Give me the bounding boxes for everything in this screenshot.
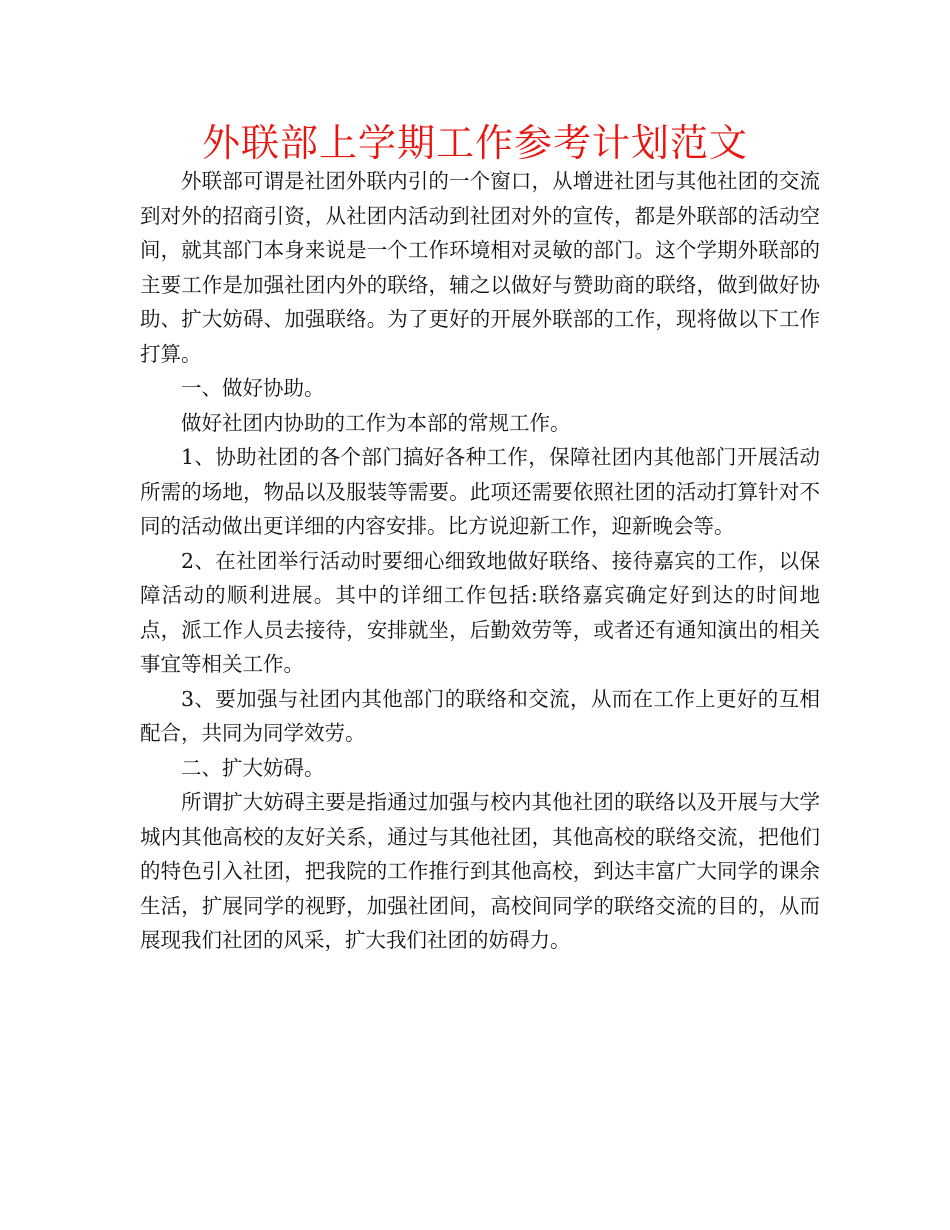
section-heading-1: 一、做好协助。 xyxy=(181,376,325,400)
paragraph-section-2: 所谓扩大妨碍主要是指通过加强与校内其他社团的联络以及开展与大学城内其他高校的友好关系，通过与其他社团，其他高校的联络交流，把他们的特色引入社团，把我院的工作推行到其他高校，到达丰富广大同学的课余生活，扩展同学的视野，加强社团间，高校间同学的联络交流的目的，从而展现我们社团的风采，扩大我们社团的妨碍力。 xyxy=(140,790,820,952)
document-body xyxy=(140,164,820,958)
paragraph-intro: 外联部可谓是社团外联内引的一个窗口，从增进社团与其他社团的交流到对外的招商引资，从社团内活动到社团对外的宣传，都是外联部的活动空间，就其部门本身来说是一个工作环境相对灵敏的部门。这个学期外联部的主要工作是加强社团内外的联络，辅之以做好与赞助商的联络，做到做好协助、扩大妨碍、加强联络。为了更好的开展外联部的工作，现将做以下工作打算。 xyxy=(140,169,820,366)
paragraph-item-3: 3、要加强与社团内其他部门的联络和交流，从而在工作上更好的互相配合，共同为同学效劳。 xyxy=(140,686,820,745)
paragraph-item-2: 2、在社团举行活动时要细心细致地做好联络、接待嘉宾的工作，以保障活动的顺利进展。其中的详细工作包括:联络嘉宾确定好到达的时间地点，派工作人员去接待，安排就坐，后勤效劳等，或者还有通知演出的相关事宜等相关工作。 xyxy=(140,548,820,676)
paragraph-item-1: 1、协助社团的各个部门搞好各种工作，保障社团内其他部门开展活动所需的场地，物品以及服装等需要。此项还需要依照社团的活动打算针对不同的活动做出更详细的内容安排。比方说迎新工作，迎新晚会等。 xyxy=(140,445,820,538)
paragraph-section-1-intro: 做好社团内协助的工作为本部的常规工作。 xyxy=(181,410,571,435)
document-title: 外联部上学期工作参考计划范文 xyxy=(201,121,748,165)
section-heading-2: 二、扩大妨碍。 xyxy=(181,755,325,780)
